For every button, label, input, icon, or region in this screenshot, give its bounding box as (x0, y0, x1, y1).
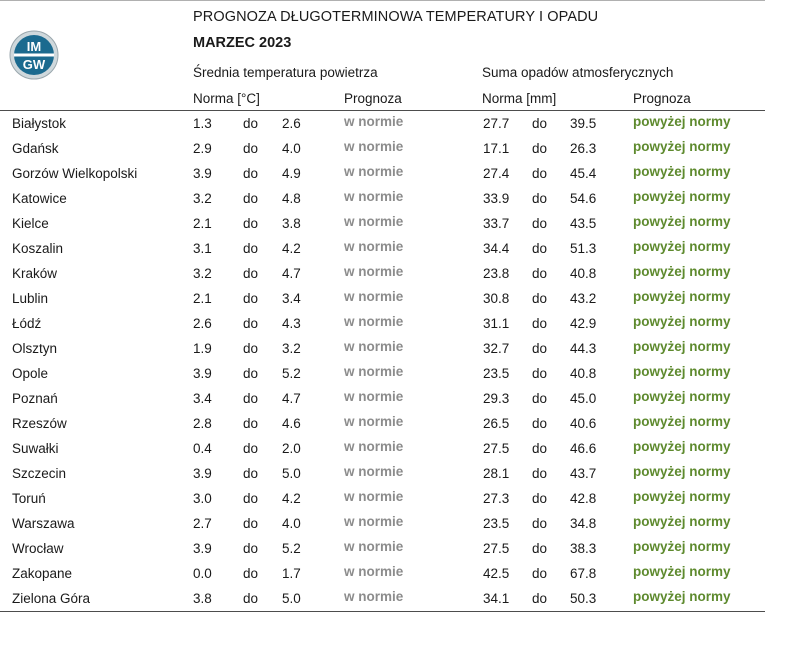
temp-forecast: w normie (344, 339, 404, 354)
temp-norm-separator: do (243, 391, 259, 406)
precip-norm-min: 34.1 (483, 591, 510, 606)
table-row (0, 261, 765, 286)
temp-forecast: w normie (344, 114, 404, 129)
temp-norm-min: 0.4 (193, 441, 212, 456)
city-name: Opole (12, 366, 49, 381)
document-title: PROGNOZA DŁUGOTERMINOWA TEMPERATURY I OPADU (193, 9, 599, 25)
precip-norm-min: 17.1 (483, 141, 510, 156)
precip-norm-separator: do (532, 591, 548, 606)
table-row (0, 161, 765, 186)
precip-forecast: powyżej normy (633, 364, 731, 379)
table-row (0, 511, 765, 536)
temp-norm-max: 3.2 (282, 341, 301, 356)
precip-norm-min: 33.9 (483, 191, 510, 206)
temp-norm-separator: do (243, 441, 259, 456)
precip-norm-max: 54.6 (570, 191, 597, 206)
precip-norm-min: 26.5 (483, 416, 510, 431)
temp-norm-min: 2.6 (193, 316, 212, 331)
temp-norm-separator: do (243, 216, 259, 231)
precip-norm-min: 27.7 (483, 116, 510, 131)
temp-forecast: w normie (344, 214, 404, 229)
city-name: Olsztyn (12, 341, 58, 356)
temp-norm-min: 3.0 (193, 491, 212, 506)
temp-norm-max: 2.0 (282, 441, 301, 456)
table-row (0, 286, 765, 311)
temp-norm-min: 1.3 (193, 116, 212, 131)
precip-norm-min: 42.5 (483, 566, 510, 581)
temp-norm-max: 5.0 (282, 466, 301, 481)
precip-norm-separator: do (532, 291, 548, 306)
city-name: Zakopane (12, 566, 73, 581)
precip-norm-max: 40.8 (570, 366, 597, 381)
temp-norm-separator: do (243, 591, 259, 606)
precip-norm-separator: do (532, 441, 548, 456)
precip-norm-min: 28.1 (483, 466, 510, 481)
city-name: Zielona Góra (12, 591, 91, 606)
precip-norm-max: 43.7 (570, 466, 597, 481)
temp-forecast: w normie (344, 139, 404, 154)
table-row (0, 336, 765, 361)
temp-norm-separator: do (243, 316, 259, 331)
precip-norm-max: 43.5 (570, 216, 597, 231)
precip-forecast: powyżej normy (633, 489, 731, 504)
precip-norm-separator: do (532, 191, 548, 206)
precip-norm-separator: do (532, 416, 548, 431)
city-name: Gdańsk (12, 141, 59, 156)
temp-forecast: w normie (344, 589, 404, 604)
precip-norm-max: 51.3 (570, 241, 597, 256)
temp-norm-max: 4.7 (282, 266, 301, 281)
temp-norm-max: 4.8 (282, 191, 301, 206)
temp-norm-max: 4.7 (282, 391, 301, 406)
precip-norm-min: 29.3 (483, 391, 510, 406)
temp-norm-min: 3.1 (193, 241, 212, 256)
precip-norm-separator: do (532, 391, 548, 406)
precip-norm-min: 32.7 (483, 341, 510, 356)
temp-norm-max: 2.6 (282, 116, 301, 131)
top-border (0, 0, 765, 1)
precip-forecast: powyżej normy (633, 414, 731, 429)
precip-norm-min: 27.3 (483, 491, 510, 506)
table-row (0, 361, 765, 386)
temp-norm-max: 5.0 (282, 591, 301, 606)
bottom-rule (0, 611, 765, 612)
table-row (0, 386, 765, 411)
city-name: Poznań (12, 391, 58, 406)
precip-norm-min: 30.8 (483, 291, 510, 306)
city-name: Lublin (12, 291, 49, 306)
precip-norm-max: 40.8 (570, 266, 597, 281)
imgw-logo (9, 30, 59, 80)
city-name: Toruń (12, 491, 46, 506)
temp-forecast: w normie (344, 514, 404, 529)
temp-norm-min: 2.9 (193, 141, 212, 156)
temp-norm-separator: do (243, 516, 259, 531)
temp-norm-min: 2.8 (193, 416, 212, 431)
temp-norm-min: 3.9 (193, 366, 212, 381)
temp-norm-min: 2.7 (193, 516, 212, 531)
precip-forecast: powyżej normy (633, 264, 731, 279)
precip-norm-max: 40.6 (570, 416, 597, 431)
city-name: Kraków (12, 266, 58, 281)
temp-norm-min: 3.9 (193, 166, 212, 181)
precip-norm-separator: do (532, 166, 548, 181)
precip-norm-max: 67.8 (570, 566, 597, 581)
city-name: Koszalin (12, 241, 64, 256)
precip-forecast: powyżej normy (633, 164, 731, 179)
temp-norm-separator: do (243, 166, 259, 181)
precip-norm-min: 23.5 (483, 366, 510, 381)
city-name: Rzeszów (12, 416, 67, 431)
precip-group-header: Suma opadów atmosferycznych (482, 65, 674, 80)
table-row (0, 436, 765, 461)
temp-norm-min: 3.9 (193, 466, 212, 481)
precip-norm-separator: do (532, 491, 548, 506)
temp-norm-max: 4.0 (282, 516, 301, 531)
precip-norm-separator: do (532, 516, 548, 531)
precip-forecast: powyżej normy (633, 539, 731, 554)
city-name: Szczecin (12, 466, 67, 481)
city-name: Łódź (12, 316, 42, 331)
temp-norm-max: 3.8 (282, 216, 301, 231)
precip-forecast: powyżej normy (633, 139, 731, 154)
temp-forecast: w normie (344, 164, 404, 179)
logo-text-top: IM (26, 39, 42, 54)
precip-norm-min: 27.5 (483, 541, 510, 556)
precip-forecast: powyżej normy (633, 189, 731, 204)
precip-norm-separator: do (532, 116, 548, 131)
precip-norm-separator: do (532, 341, 548, 356)
table-row (0, 586, 765, 611)
temp-norm-max: 4.0 (282, 141, 301, 156)
temp-norm-max: 4.2 (282, 491, 301, 506)
table-row (0, 136, 765, 161)
temp-norm-separator: do (243, 116, 259, 131)
temp-norm-separator: do (243, 566, 259, 581)
city-name: Suwałki (12, 441, 59, 456)
temp-forecast: w normie (344, 414, 404, 429)
city-name: Katowice (12, 191, 67, 206)
precip-norm-min: 23.8 (483, 266, 510, 281)
temp-forecast: w normie (344, 189, 404, 204)
precip-norm-max: 42.8 (570, 491, 597, 506)
precip-forecast: powyżej normy (633, 389, 731, 404)
precip-norm-max: 45.0 (570, 391, 597, 406)
city-name: Warszawa (12, 516, 75, 531)
precip-forecast: powyżej normy (633, 114, 731, 129)
temp-norm-header: Norma [°C] (193, 91, 260, 106)
temp-forecast: w normie (344, 439, 404, 454)
precip-norm-min: 27.4 (483, 166, 510, 181)
temp-forecast: w normie (344, 364, 404, 379)
city-name: Wrocław (12, 541, 64, 556)
precip-norm-separator: do (532, 366, 548, 381)
precip-norm-max: 26.3 (570, 141, 597, 156)
precip-norm-separator: do (532, 216, 548, 231)
precip-norm-min: 31.1 (483, 316, 510, 331)
precip-norm-separator: do (532, 316, 548, 331)
temp-norm-separator: do (243, 291, 259, 306)
temp-norm-separator: do (243, 541, 259, 556)
temp-norm-max: 4.3 (282, 316, 301, 331)
precip-forecast: powyżej normy (633, 239, 731, 254)
temp-norm-max: 5.2 (282, 541, 301, 556)
temp-norm-separator: do (243, 141, 259, 156)
precip-forecast: powyżej normy (633, 214, 731, 229)
temp-norm-min: 1.9 (193, 341, 212, 356)
temp-forecast-header: Prognoza (344, 91, 402, 106)
table-row (0, 561, 765, 586)
precip-norm-separator: do (532, 466, 548, 481)
temp-norm-max: 5.2 (282, 366, 301, 381)
temp-norm-separator: do (243, 341, 259, 356)
precip-forecast: powyżej normy (633, 464, 731, 479)
precip-norm-max: 45.4 (570, 166, 597, 181)
temp-norm-min: 3.2 (193, 266, 212, 281)
temp-norm-min: 2.1 (193, 216, 212, 231)
precip-norm-separator: do (532, 541, 548, 556)
city-name: Kielce (12, 216, 49, 231)
table-row (0, 111, 765, 136)
precip-forecast-header: Prognoza (633, 91, 691, 106)
precip-norm-max: 39.5 (570, 116, 597, 131)
temp-forecast: w normie (344, 264, 404, 279)
table-row (0, 536, 765, 561)
table-row (0, 186, 765, 211)
table-row (0, 461, 765, 486)
temp-norm-min: 0.0 (193, 566, 212, 581)
precip-forecast: powyżej normy (633, 439, 731, 454)
temp-forecast: w normie (344, 389, 404, 404)
temp-forecast: w normie (344, 564, 404, 579)
precip-norm-header: Norma [mm] (482, 91, 557, 106)
precip-norm-max: 38.3 (570, 541, 597, 556)
temp-forecast: w normie (344, 239, 404, 254)
precip-norm-separator: do (532, 266, 548, 281)
table-row (0, 486, 765, 511)
temp-norm-separator: do (243, 191, 259, 206)
temp-norm-max: 4.9 (282, 166, 301, 181)
precip-norm-min: 23.5 (483, 516, 510, 531)
precip-norm-max: 43.2 (570, 291, 597, 306)
temp-norm-separator: do (243, 266, 259, 281)
precip-norm-separator: do (532, 566, 548, 581)
precip-norm-max: 44.3 (570, 341, 597, 356)
temp-forecast: w normie (344, 489, 404, 504)
precip-forecast: powyżej normy (633, 589, 731, 604)
precip-norm-max: 42.9 (570, 316, 597, 331)
precip-forecast: powyżej normy (633, 289, 731, 304)
precip-forecast: powyżej normy (633, 314, 731, 329)
table-row (0, 411, 765, 436)
city-name: Białystok (12, 116, 67, 131)
temp-norm-min: 2.1 (193, 291, 212, 306)
temp-forecast: w normie (344, 314, 404, 329)
precip-forecast: powyżej normy (633, 564, 731, 579)
table-row (0, 211, 765, 236)
document-subtitle: MARZEC 2023 (193, 35, 292, 51)
precip-norm-separator: do (532, 241, 548, 256)
temp-norm-max: 1.7 (282, 566, 301, 581)
city-name: Gorzów Wielkopolski (12, 166, 138, 181)
precip-norm-min: 33.7 (483, 216, 510, 231)
temp-norm-min: 3.2 (193, 191, 212, 206)
precip-forecast: powyżej normy (633, 339, 731, 354)
precip-norm-min: 27.5 (483, 441, 510, 456)
precip-norm-max: 46.6 (570, 441, 597, 456)
temp-norm-min: 3.8 (193, 591, 212, 606)
precip-norm-min: 34.4 (483, 241, 510, 256)
logo-text-bottom: GW (22, 57, 46, 72)
temp-norm-separator: do (243, 366, 259, 381)
temp-forecast: w normie (344, 539, 404, 554)
temp-norm-separator: do (243, 466, 259, 481)
temp-forecast: w normie (344, 464, 404, 479)
precip-forecast: powyżej normy (633, 514, 731, 529)
temp-norm-max: 4.6 (282, 416, 301, 431)
table-row (0, 236, 765, 261)
temp-norm-separator: do (243, 241, 259, 256)
temp-norm-min: 3.9 (193, 541, 212, 556)
precip-norm-max: 34.8 (570, 516, 597, 531)
temp-norm-max: 3.4 (282, 291, 301, 306)
temp-forecast: w normie (344, 289, 404, 304)
temp-group-header: Średnia temperatura powietrza (193, 65, 378, 80)
table-row (0, 311, 765, 336)
temp-norm-separator: do (243, 416, 259, 431)
temp-norm-max: 4.2 (282, 241, 301, 256)
temp-norm-separator: do (243, 491, 259, 506)
temp-norm-min: 3.4 (193, 391, 212, 406)
precip-norm-max: 50.3 (570, 591, 597, 606)
precip-norm-separator: do (532, 141, 548, 156)
